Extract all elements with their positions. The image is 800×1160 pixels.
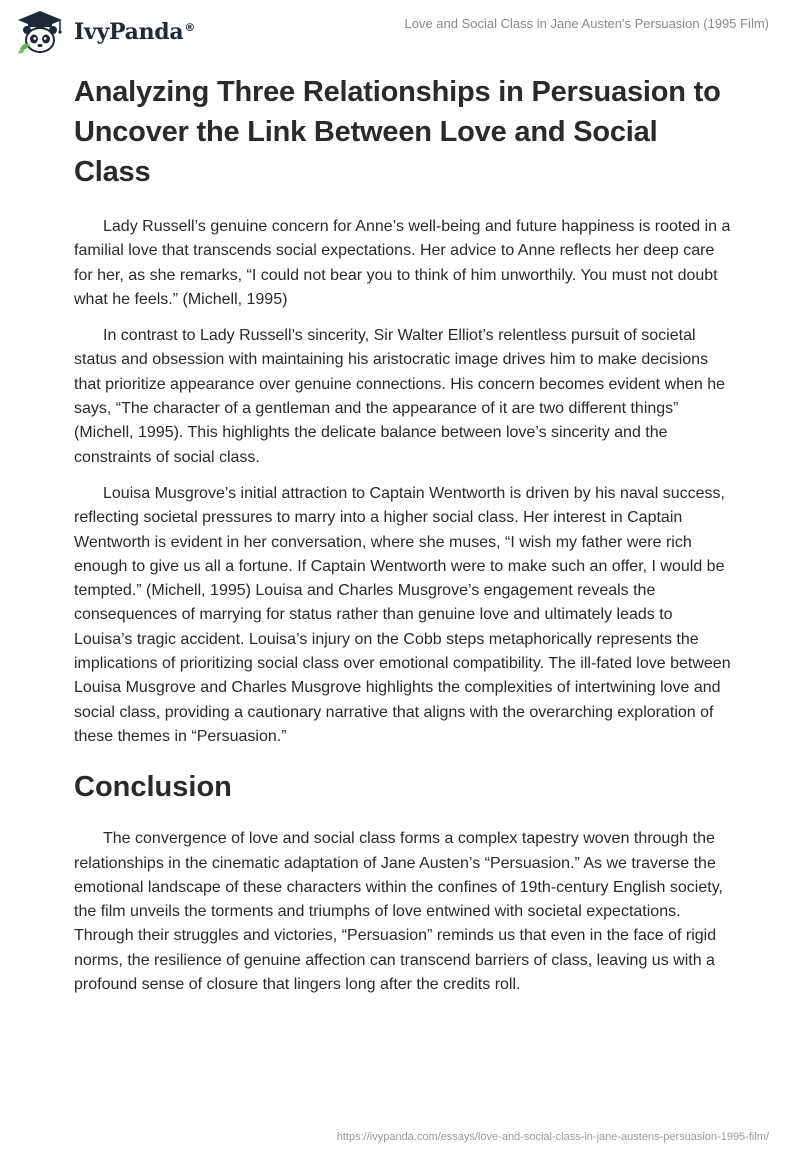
section-heading: Analyzing Three Relationships in Persuasion to Uncover the Link Between Love and Social Class	[74, 76, 721, 188]
document-title: Love and Social Class in Jane Austen's Persuasion (1995 Film)	[404, 16, 769, 31]
article-body	[74, 72, 734, 1009]
ivypanda-logo[interactable]	[14, 9, 195, 55]
source-url[interactable]: https://ivypanda.com/essays/love-and-social-class-in-jane-austens-persuasion-1995-film/	[336, 1131, 769, 1143]
page-header	[0, 0, 800, 60]
registered-mark: ®	[184, 20, 196, 34]
conclusion-heading: Conclusion	[74, 771, 232, 804]
paragraph-conclusion: The convergence of love and social class forms a complex tapestry woven through the relationships in the cinematic adaptation of Jane Austen’s “Persuasion.” As we traverse the emotional landscape of these characters within the confines of 19th-century English society, the film unveils the torments and triumphs of love entwined with societal expectations. Through their struggles and victories, “Persuasion” reminds us that even in the face of rigid norms, the resilience of genuine affection can transcend barriers of class, leaving us with a profound sense of closure that lingers long after the credits roll.	[74, 830, 723, 994]
logo-text: IvyPanda®	[74, 19, 196, 45]
paragraph-lady-russell: Lady Russell’s genuine concern for Anne’s well-being and future happiness is rooted in a familial love that transcends social expectations. Her advice to Anne reflects her deep care for her, as she remarks, “I could not bear you to think of him unworthily. You must not doubt what he feels.” (Michell, 1995)	[74, 218, 731, 308]
paragraph-louisa: Louisa Musgrove’s initial attraction to Captain Wentworth is driven by his naval success, reflecting societal pressures to marry into a higher social class. Her interest in Captain Wentworth is evident in her conversation, where she muses, “I wish my father were rich enough to give us all a fortune. If Captain Wentworth were to make such an offer, I would be tempted.” (Michell, 1995) Louisa and Charles Musgrove’s engagement reveals the consequences of marrying for status rather than genuine love and ultimately leads to Louisa’s tragic accident. Louisa’s injury on the Cobb steps metaphorically represents the implications of prioritizing social class over emotional compatibility. The ill-fated love between Louisa Musgrove and Charles Musgrove highlights the complexities of intertwining love and social class, providing a cautionary narrative that aligns with the overarching exploration of these themes in “Persuasion.”	[74, 484, 731, 745]
panda-graduate-icon	[14, 9, 66, 55]
paragraph-sir-walter: In contrast to Lady Russell’s sincerity, Sir Walter Elliot’s relentless pursuit of societal status and obsession with maintaining his aristocratic image drives him to make decisions that prioritize appearance over genuine connections. His concern becomes evident when he says, “The character of a gentleman and the appearance of it are two different things” (Michell, 1995). This highlights the delicate balance between love’s sincerity and the constraints of social class.	[74, 327, 726, 466]
